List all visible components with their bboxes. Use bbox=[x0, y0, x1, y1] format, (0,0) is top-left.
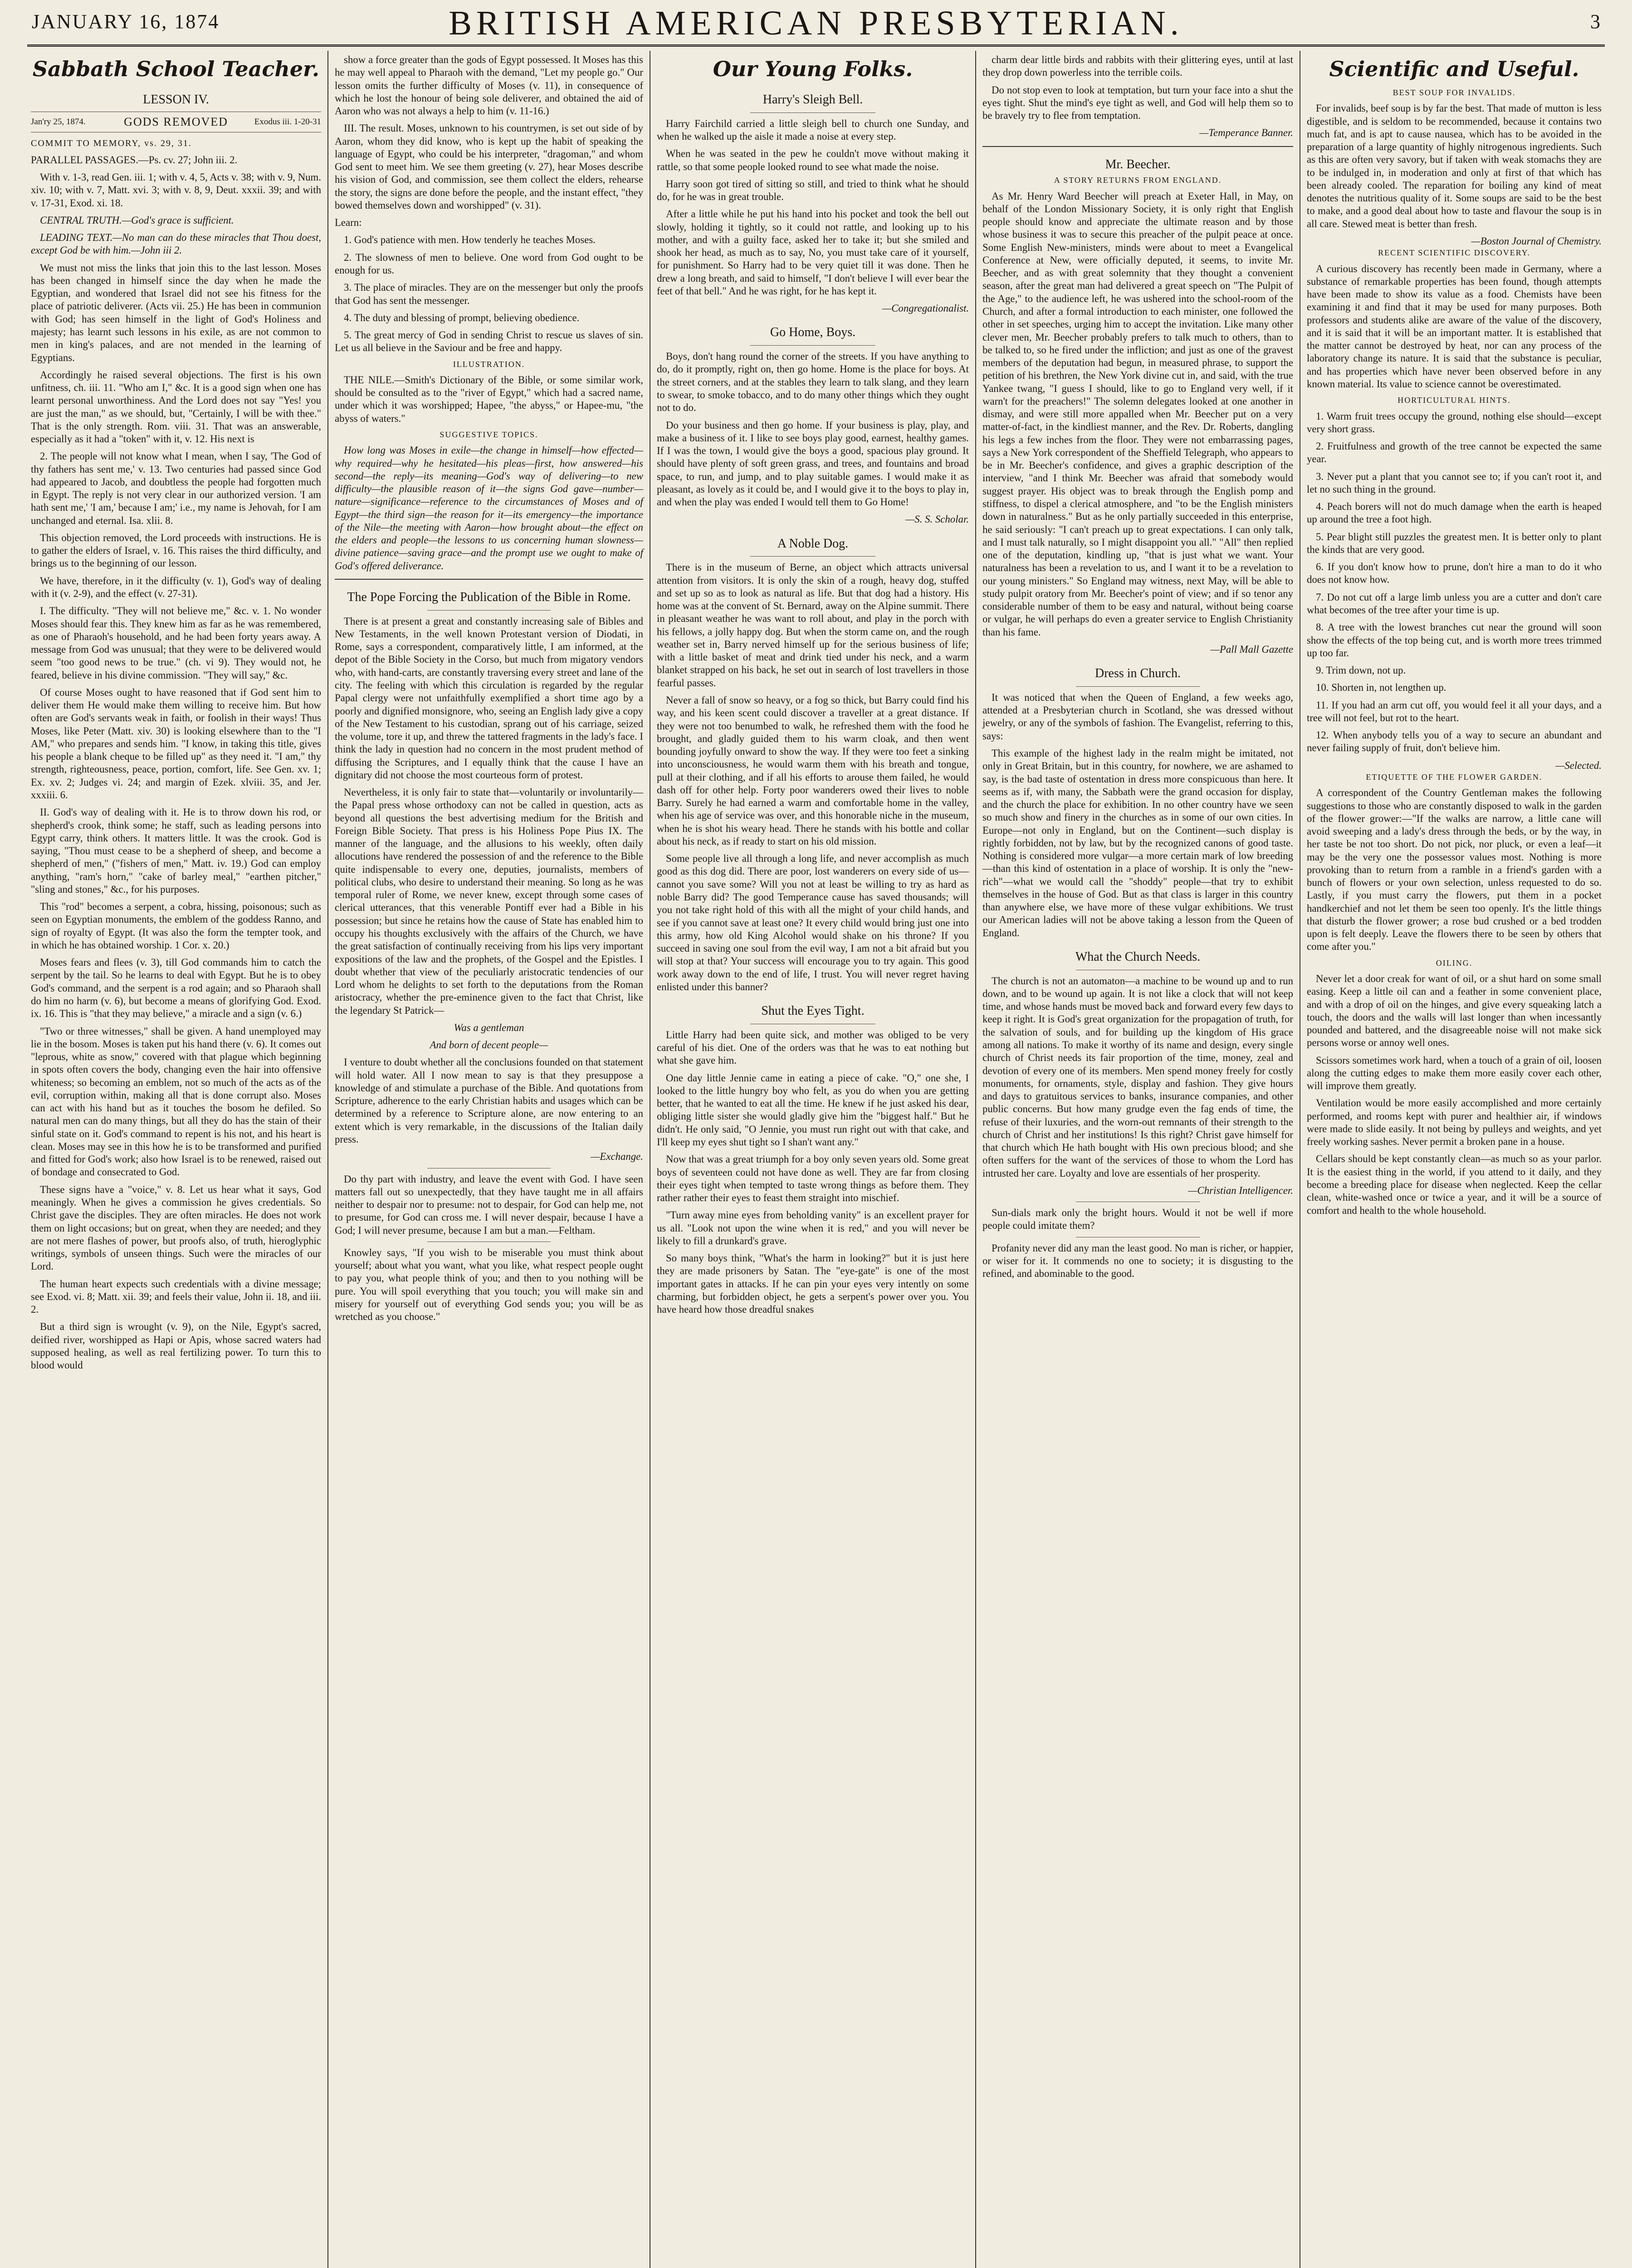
column-young-folks bbox=[652, 54, 973, 2268]
article-title: HORTICULTURAL HINTS. bbox=[1397, 396, 1511, 405]
newspaper-title: BRITISH AMERICAN PRESBYTERIAN. bbox=[449, 4, 1183, 42]
article-title: Mr. Beecher. bbox=[1105, 157, 1171, 171]
paragraph: It was noticed that when the Queen of England, a few weeks ago, attended at a Presbyterian church in Scotland, she was dressed without jewelry, or any of the symbols of fashion. The Evangelist, referring to this, says: bbox=[982, 691, 1293, 742]
article-source: —Boston Journal of Chemistry. bbox=[1471, 235, 1602, 247]
page-number: 3 bbox=[1590, 10, 1600, 33]
paragraph: A correspondent of the Country Gentleman makes the following suggestions to those who are constantly disposed to walk in the garden of the flower grower:—"If the walks are narrow, a little cane will avoid sweeping and a lady's dress through the beds, or by the way, in her taste be not too short. Do not pick, nor pluck, or even a leaf—it may be the very one the possessor values most. Nothing is more provoking than to return from a ramble in a friend's garden with a bunch of flowers or your own selection, unless requested to do so. Lastly, if you must carry the flowers, put them in a pocket handkerchief and not let them be seen too openly. It's the little things that disturb the flower grower; a rose bud crushed or a bed trodden upon is felt deeply. Leave the flowers there to be seen by others that come after you." bbox=[1307, 787, 1602, 953]
paragraph: Do not stop even to look at temptation, but turn your face into a shut the eyes tight. Shut the mind's eye tight as well, and God will help them so to be bravely try to flee from temptation. bbox=[982, 84, 1293, 122]
learn-point: 4. The duty and blessing of prompt, believing obedience. bbox=[344, 312, 580, 323]
article-title: OILING. bbox=[1436, 958, 1473, 968]
lesson-number: LESSON IV. bbox=[143, 93, 209, 107]
lesson-box bbox=[31, 112, 321, 132]
article-title: The Pope Forcing the Publication of the Bible in Rome. bbox=[347, 590, 631, 604]
title-rule bbox=[1076, 686, 1200, 687]
masthead-rule bbox=[27, 44, 1605, 47]
paragraph: This "rod" becomes a serpent, a cobra, hissing, poisonous; such as seen on Egyptian monuments, the emblem of the goddess Ranno, and sign of royalty of Egypt. (It was also the form the tempter took, and in which he has obtained worship. 1 Cor. x. 20.) bbox=[31, 901, 321, 951]
article-source: —Selected. bbox=[1555, 759, 1602, 771]
paragraph: For invalids, beef soup is by far the best. That made of mutton is less digestible, and is seldom to be recommended, because it contains two much fat, and is apt to cause nausea, which has to be avoided in the preparation of a large quantity of highly nitrogenous ingredients. Such as this are often very savory, but if taken with weak stomachs they are to be indulged in, in moderation and only at first of that which has been already cooled. The reparation for boiling any kind of meat denotes the nutritious quality of it. Some soups are said to be the best to make, and a good deal about how to taste and flavour the soup is in all care. Stewed meat is better than fresh. bbox=[1307, 103, 1602, 230]
verse-line: And born of decent people— bbox=[430, 1039, 548, 1051]
column-general-articles bbox=[978, 54, 1298, 2268]
article-source: —Exchange. bbox=[591, 1151, 643, 1163]
paragraph: Do your business and then go home. If your business is play, play, and make a business of it. I like to see boys play good, earnest, healthy games. If I was the town, I would give the boys a good, spacious play ground. It should have plenty of soft green grass, and trees, and fountains and broad space, to run, and jump, and to play suitable games. I would make it as pleasant, as lovely as it could be, and I would give it to the boys to play in, and when the play was ended I would tell them to Go Home! bbox=[657, 419, 969, 508]
paragraph: "Turn away mine eyes from beholding vanity" is an excellent prayer for us all. "Look not upon the wine when it is red," and you will never be likely to fill a drunkard's grave. bbox=[657, 1209, 969, 1246]
paragraph: Nevertheless, it is only fair to state that—voluntarily or involuntarily—the Papal press whose orthodoxy can not be called in question, acts as beyond all questions the best advertising medium for the British and Foreign Bible Society. That press is his Holiness Pope Pius IX. The manner of the language, and the allusions to his weekly, often daily allocutions have rendered the possession of and the reference to the Bible quite indispensable to every one, deputies, journalists, members of political clubs, who desire to understand their meaning. So long as he was temporal ruler of Rome, we never knew, except through some cases of clerical utterances, that this venerable Pontiff ever had a Bible in his possession; but since he retains how the cause of State has enabled him to occupy his thoughts exclusively with the affairs of the Church, we have the great satisfaction of continually receiving from his lips very important expositions of the law and the prophets, of the Gospel and the Epistles. I doubt whether that view of the peculiarly aristocratic tendencies of our Lord whom he delights to set forth to the deputations from the Roman aristocracy, whether the pre-eminence given to the fact that Christ, like the legendary St Patrick— bbox=[335, 787, 643, 1016]
column-sabbath-school bbox=[26, 54, 326, 2268]
paragraph: I venture to doubt whether all the conclusions founded on that statement will hold water. All I now mean to say is that they presuppose a knowledge of and stimulate a purchase of the Bible. And quotations from Scripture, adherence to the early Christian habits and usages which can be determined by a reference to Scripture alone, are now entering to an extent which is very remarkable, in the discussions of the Italian daily press. bbox=[335, 1056, 643, 1145]
paragraph: There is at present a great and constantly increasing sale of Bibles and New Testaments, in the well known Protestant version of Diodati, in Rome, says a correspondent, comparatively little, I am informed, at the depot of the Bible Society in the Corso, but much from migatory vendors who, with hand-carts, are constantly traversing every street and lane of the city. The feeling with which this circulation is regarded by the regular Papal clergy were not unfaithfully exemplified a short time ago by a poorly and dignified monsignore, who, seeing an English lady give a copy of the New Testament to his custodian, sprang out of his carriage, seized the volume, tore it up, and threw the tattered fragments in the lady's face. I think the lady in question had no concern in the most prudent method of diffusing the Scriptures, and I equally think that the cause I have an dignitary did not choose the most courteous form of protest. bbox=[335, 615, 643, 781]
paragraph: These signs have a "voice," v. 8. Let us hear what it says, God meaningly. When he gives a commission he gives credentials. So Christ gave the disciples. They are often miracles. He does not work them on light occasions; but on great, when they are needed; and they are not mere flashes of power, but proofs also, of truth, hieroglyphic writings, symbols of unseen things. Such were the miracles of our Lord. bbox=[31, 1183, 321, 1272]
paragraph: So many boys think, "What's the harm in looking?" but it is just here they are made prisoners by Satan. The "eye-gate" is one of the most important gates in attacks. If he can pin your eyes very intently on some charming, but forbidden object, he gets a serpent's power over you. You have heard how those dreadful snakes bbox=[657, 1252, 969, 1315]
paragraph: A curious discovery has recently been made in Germany, where a substance of remarkable properties has been found, though attempts have been made to show its value as a food. Chemists have been examining it and find that it may be used for many purposes. Both professors and students alike are aware of the value of the discovery, and it is said that it will be an important matter. It is established that the matter cannot be destroyed by heat, nor can any process of the laboratory change its nature. It is said that the substance is peculiar, and has properties which have never been observed before in any known material. Its value to science cannot be overestimated. bbox=[1307, 263, 1602, 390]
leading-text: LEADING TEXT.—No man can do these miracles that Thou doest, except God be with him.—John iii 2. bbox=[31, 232, 321, 256]
article-title: Go Home, Boys. bbox=[770, 325, 856, 340]
hint: 6. If you don't know how to prune, don't hire a man to do it who does not know how. bbox=[1307, 561, 1602, 586]
paragraph: Scissors sometimes work hard, when a touch of a grain of oil, loosen along the cutting edges to make them more easily cover each other, will improve them greatly. bbox=[1307, 1054, 1602, 1092]
paragraph: This example of the highest lady in the realm might be imitated, not only in Great Britain, but in this country, for nowhere, we are ashamed to say, is the bad taste of ostentation in dress more conspicuous than here. It seems as if, with many, the Sabbath were the grand occasion for display, and the church the place for exhibition. In no other country have we seen so much show and finery in the churches as in some of our own cities. In Europe—not only in England, but on the Continent—such display is rightly forbidden, not by law, but by the recognized canons of good taste. Nothing is considered more vulgar—a more certain mark of low breeding—than this kind of ostentation in a place of worship. It is only the "new-rich"—what we would call the "shoddy" people—that try to exhibit themselves in the house of God. But as that class is larger in this country than anywhere else, we have more of these vulgar exhibitions. We trust our American ladies will not be above taking a lesson from the Queen of England. bbox=[982, 747, 1293, 938]
hint: 7. Do not cut off a large limb unless you are a cutter and don't care what becomes of the tree after your time is up. bbox=[1307, 591, 1602, 616]
paragraph: When he was seated in the pew he couldn't move without making it rattle, so that some people looked round to see what made the noise. bbox=[657, 148, 969, 172]
paragraph: Now that was a great triumph for a boy only seven years old. Some great boys of seventeen could not have done as well. They are far from closing their eyes tight when tempted to taste wrong things as before them. They rather rather their eyes to feast them straight into mischief. bbox=[657, 1154, 969, 1204]
article-title: Dress in Church. bbox=[1095, 666, 1181, 681]
article-title: Harry's Sleigh Bell. bbox=[762, 93, 863, 107]
masthead bbox=[0, 0, 1632, 50]
paragraph: Do thy part with industry, and leave the event with God. I have seen matters fall out so unexpectedly, that they have taught me in all affairs neither to despair nor to presume: not to despair, for God can help me, not to presume, for God can cross me. I will never despair, because I have a God; I will never presume, because I am but a man.—Feltham. bbox=[335, 1173, 643, 1236]
paragraph: Sun-dials mark only the bright hours. Would it not be well if more people could imitate them? bbox=[982, 1207, 1293, 1232]
hint: 9. Trim down, not up. bbox=[1316, 665, 1406, 676]
hint: 12. When anybody tells you of a way to secure an abundant and never failing supply of fruit, don't believe him. bbox=[1307, 729, 1602, 754]
hint: 3. Never put a plant that you cannot see to; if you can't root it, and let no such thing in the ground. bbox=[1307, 470, 1602, 495]
paragraph: Moses fears and flees (v. 3), till God commands him to catch the serpent by the tail. So he learns to deal with Egypt. But he is to obey God's command, and the serpent is a rod again; and so Pharaoh shall do him no harm (v. 6), but become a means of glorifying God. Exod. ix. 16. This is "that they may believe," a miracle and a sign (v. 6.) bbox=[31, 957, 321, 1020]
scripture-readings: With v. 1-3, read Gen. iii. 1; with v. 4, 5, Acts v. 38; with v. 9, Num. xiv. 10; with v. 7, Matt. xvi. 3; with v. 8, 9, Deut. xxxii. 39; and with v. 17-31, Exod. xi. 18. bbox=[31, 171, 321, 209]
paragraph: This objection removed, the Lord proceeds with instructions. He is to gather the elders of Israel, v. 16. This raises the third difficulty, and brings us to the beginning of our lesson. bbox=[31, 532, 321, 569]
paragraph: III. The result. Moses, unknown to his countrymen, is set out side of by Aaron, whom they did know, who is kept up the habit of speaking the language of Egypt, who could be his interpreter, "dragoman," and whom God sent to meet him. We see them greeting (v. 27), hear Moses describe his vision of God, and commission, see them collect the elders, rehearse the story, the signs are done before the people, and the instant effect, "they bowed themselves down and worshipped" (v. 31). bbox=[335, 122, 643, 211]
article-source: —Congregationalist. bbox=[882, 303, 969, 314]
hint: 2. Fruitfulness and growth of the tree cannot be expected the same year. bbox=[1307, 440, 1602, 465]
column-divider bbox=[975, 51, 976, 2268]
title-rule bbox=[750, 345, 875, 346]
lesson-date: Jan'ry 25, 1874. bbox=[31, 117, 86, 127]
paragraph: We have, therefore, in it the difficulty (v. 1), God's way of dealing with it (v. 2-9), and the effect (v. 27-31). bbox=[31, 575, 321, 600]
paragraph: We must not miss the links that join this to the last lesson. Moses has been changed in himself since the day when he made the Egyptian, and wondered that Israel did not see his fitness for the place of patriotic deliverer. (Acts vii. 25.) He has been in communion with God; has seen himself in the light of God's Holiness and majesty; has learnt such lessons in his exile, as are not common to men in king's palaces, and are not mended in the learning of Egyptians. bbox=[31, 262, 321, 363]
paragraph: Little Harry had been quite sick, and mother was obliged to be very careful of his diet. One of the orders was that he was to eat nothing but what she gave him. bbox=[657, 1029, 969, 1066]
section-heading: Our Young Folks. bbox=[713, 57, 913, 81]
paragraph: Accordingly he raised several objections. The first is his own unfitness, ch. iii. 11. "Who am I," &c. It is a good sign when one has learnt personal unworthiness. And the Lord does not say "Yes! you are just the man," as we should, but, "Certainly, I will be with thee." That is the only strength. Rom. viii. 31. That was an answerable, especially as it had a "token" with it, v. 12. His next is bbox=[31, 369, 321, 445]
article-source: —Pall Mall Gazette bbox=[1210, 643, 1293, 655]
article-source: —Christian Intelligencer. bbox=[1188, 1184, 1293, 1196]
column-lesson-continued bbox=[330, 54, 648, 2268]
paragraph: One day little Jennie came in eating a piece of cake. "O," one she, I looked to the little hungry boy who felt, as you do when you are getting better, that he wanted to eat all the time. He knew if he just asked his dear, obliging little sister she would gladly give him the "biggest half." But he didn't. He only said, "O Jennie, you must run right out with that cake, and I'll keep my eyes shut tight so I shan't want any." bbox=[657, 1072, 969, 1148]
paragraph: After a little while he put his hand into his pocket and took the bell out slowly, holding it tightly, so it could not rattle, and looking up to his mother, and with a guilty face, asked her to take it; but she smiled and shook her head, as much as to say, No, you must take care of it yourself, for punishment. So Harry had to be very quiet till it was done. Then he drew a long breath, and said to himself, "I don't believe I will ever bear the feet of that bell." And he was right, for he has kept it. bbox=[657, 208, 969, 297]
paragraph: "Two or three witnesses," shall be given. A hand unemployed may lie in the bosom. Moses is taken put his hand there (v. 6). It comes out "leprous, white as snow," covered with that plague which beginning in spots often covers the body, changing even the hair into offensive whiteness; so becoming an emblem, not so much of the acts as of the evil, corruption within, making all that is done corrupt also. Moses can act with his hand but as it touches the bosom he defiled. So natural men can do many things, but all they do has the stain of their sinful state on it. God's command to repent is his not, and his heart is clean. Moses may see in this how he is to be transformed and purified and fitted for God's work; also how Israel is to be renewed, raised out of bondage and consecrated to God. bbox=[31, 1025, 321, 1178]
verse-line: Was a gentleman bbox=[454, 1022, 524, 1033]
learn-point: 5. The great mercy of God in sending Christ to rescue us slaves of sin. Let us all believe in the Saviour and be free and happy. bbox=[335, 329, 643, 354]
commit-to-memory: COMMIT TO MEMORY, vs. 29, 31. bbox=[31, 138, 192, 148]
central-truth: CENTRAL TRUTH.—God's grace is sufficient. bbox=[40, 214, 234, 226]
column-divider bbox=[327, 51, 328, 2268]
column-scientific-useful bbox=[1302, 54, 1606, 2268]
paragraph: show a force greater than the gods of Egypt possessed. It Moses has this he may well appeal to Pharaoh with the demand, "Let my people go." Our lesson omits the further difficulty of Moses (v. 11), in consequence of which he lost the honour of being sole deliverer, and obtained the aid of Aaron who was not always a help to him (v. 11-16.) bbox=[335, 54, 643, 117]
learn-point: 2. The slowness of men to believe. One word from God ought to be enough for us. bbox=[335, 251, 643, 276]
paragraph: Boys, don't hang round the corner of the streets. If you have anything to do, do it promptly, right on, then go home. Home is the place for boys. At the street corners, and at the stables they learn to talk slang, and they learn to swear, to smoke tobacco, and to do many other things which they ought not to do. bbox=[657, 351, 969, 414]
article-title: A Noble Dog. bbox=[777, 536, 849, 551]
hint: 5. Pear blight still puzzles the greatest men. It is better only to plant the kinds that are very good. bbox=[1307, 531, 1602, 555]
illustration-text: THE NILE.—Smith's Dictionary of the Bible, or some similar work, should be consulted as to the "river of Egypt," which had a sacred name, under which it was worshipped; Hapee, "the abyss," or Hapee-mu, "the abyss of waters." bbox=[335, 374, 643, 424]
article-source: —Temperance Banner. bbox=[1199, 127, 1293, 139]
paragraph: The human heart expects such credentials with a divine message; see Exod. vi. 8; Matt. xii. 39; and feels their value, John ii. 18, and iii. 2. bbox=[31, 1278, 321, 1315]
paragraph: There is in the museum of Berne, an object which attracts universal attention from visitors. It is only the skin of a rough, heavy dog, stuffed and set up so as to look as natural as life. But that dog had a history. His home was at the convent of St. Bernard, away on the Alpine summit. There in pleasant weather he was want to roll about, and play in the porch with his fellows, a jolly happy dog. But when the storm came on, and the rough weather set in, Barry nerved himself up for the serious business of life; with a little basket of meat and drink tied under his neck, and a warm blanket strapped on his back, he set out in search of lost travellers in those fearful passes. bbox=[657, 562, 969, 689]
paragraph: Ventilation would be more easily accomplished and more certainly performed, and rooms kept with purer and healthier air, if windows were made to slide easily. It not being by pulleys and weights, and yet freely working sashes. Never permit a broken pane in a house. bbox=[1307, 1097, 1602, 1148]
paragraph: Never a fall of snow so heavy, or a fog so thick, but Barry could find his way, and his keen scent could discover a traveller at a great distance. If they were not too benumbed to walk, he refreshed them with the food he brought, and gladly guided them to his warm cloak, and then went bounding joyfully onward to show the way. If they were too feet a sinking into unconsciousness, he would warm them with his breath and tongue, pull at their clothing, and if all his efforts to arouse them failed, he would dash off for other help. Forty poor wanderers owed their lives to noble Barry. Surely he had earned a warm and comfortable home in the valley, when his age of service was over, and this honorable niche in the museum, when he is shot his weary head. There he stands with his bottle and collar about his neck, as if ready to start on his old mission. bbox=[657, 694, 969, 847]
paragraph: Harry soon got tired of sitting so still, and tried to think what he should do, for he was in great trouble. bbox=[657, 178, 969, 203]
paragraph: Of course Moses ought to have reasoned that if God sent him to deliver them He would make them willing to receive him. But how often are God's servants weak in faith, or foolish in their ways! Thus Moses, like Peter (Matt. xiv. 30) is looking elsewhere than to the "I AM," who prepares and sends him. "I know, in taking this title, gives his people a blank cheque to be filled up" as they need it. "I am," thy strength, righteousness, peace, portion, comfort, life. See Gen. xv. 1; Ex. xv. 2; Judges vi. 24; and margin of Ezek. xlviii. 35, and Jer. xxxiii. 6. bbox=[31, 686, 321, 801]
article-title: BEST SOUP FOR INVALIDS. bbox=[1393, 88, 1516, 98]
paragraph: charm dear little birds and rabbits with their glittering eyes, until at last they drop down powerless into the terrible coils. bbox=[982, 54, 1293, 78]
section-heading: Sabbath School Teacher. bbox=[32, 57, 320, 81]
parallel-passages: PARALLEL PASSAGES.—Ps. cv. 27; John iii. 2. bbox=[31, 154, 238, 166]
suggestive-topics-heading: SUGGESTIVE TOPICS. bbox=[440, 430, 538, 439]
article-source: —S. S. Scholar. bbox=[905, 513, 969, 525]
lesson-title: GODS REMOVED bbox=[124, 115, 228, 128]
hint: 8. A tree with the lowest branches cut near the ground will soon show the effects of the top being cut, and is worth more trees trimmed up too far. bbox=[1307, 621, 1602, 659]
article-divider bbox=[982, 146, 1293, 147]
learn-heading: Learn: bbox=[335, 217, 362, 229]
paragraph: 2. The people will not know what I mean, when I say, 'The God of thy fathers has sent me,' v. 13. Two centuries had passed since God had appeared to Jacob, and doubtless the people had forgotten much in Egypt. The reply is not very clear in our authorized version. 'I am hath sent me,' 'I am,' because I am;' i.e., my name is Jehovah, for I am unchanged and eternal. Isa. xlii. 8. bbox=[31, 450, 321, 526]
issue-date: JANUARY 16, 1874 bbox=[32, 10, 220, 33]
section-heading: Scientific and Useful. bbox=[1329, 57, 1579, 81]
lesson-reference: Exodus iii. 1-20-31 bbox=[254, 117, 321, 127]
paragraph: Some people live all through a long life, and never accomplish as much good as this dog did. There are poor, lost wanderers on every side of us—cannot you save some? Will you not at least be willing to try as hard as noble Barry did? The good Temperance cause has saved thousands; will you not take right hold of this with all the might of your child hands, and see if you cannot save at least one? It every child would bring just one into this army, how old King Alcohol would shake on his throne? If you succeed in saving one soul from the evil way, I am not a bit afraid but you will stop at that? Your success will encourage you to try again. This good work away down to the end of life, I trust. You will never regret having enlisted under this banner? bbox=[657, 853, 969, 992]
hint: 11. If you had an arm cut off, you would feel it all your days, and a tree will not feel, but rot to the heart. bbox=[1307, 699, 1602, 723]
illustration-heading: ILLUSTRATION. bbox=[453, 359, 525, 369]
title-rule bbox=[427, 610, 551, 611]
paragraph: Knowley says, "If you wish to be miserable you must think about yourself; about what you want, what you like, what respect people ought to pay you, what people think of you; and then to you nothing will be pure. You will spoil everything that you touch; you will make sin and misery for yourself out of everything God sends you; you will be as wretched as you choose." bbox=[335, 1246, 643, 1323]
suggestive-topics-text: How long was Moses in exile—the change in himself—how effected—why required—why he hesitated—his pleas—first, how answered—his second—the reply—its meaning—God's way of delivering—to new difficulty—the plausible reason of it—the signs God gave—number—nature—significance—reference to the circumstances of Moses and of Egypt—the third sign—the reason for it—its emergency—the importance of the Nile—the meeting with Aaron—how brought about—the effect on the elders and people—the lessons to us concerning human slowness—divine patience—saving grace—and the prompt use we ought to make of God's offered deliverance. bbox=[335, 445, 643, 572]
paragraph: But a third sign is wrought (v. 9), on the Nile, Egypt's sacred, deified river, worshipped as Hapi or Apis, whose sacred waters had supposed healing, as well as real fertilizing power. To turn this to blood would bbox=[31, 1321, 321, 1371]
paragraph: Cellars should be kept constantly clean—as much so as your parlor. It is the easiest thing in the world, if you attend to it daily, and they become a breeding place for disease when neglected. Keep the cellar clean, white-washed once or twice a year, and it will be a source of comfort and health to the whole household. bbox=[1307, 1153, 1602, 1216]
article-divider bbox=[335, 579, 643, 580]
paragraph: II. God's way of dealing with it. He is to throw down his rod, or shepherd's crook, think some; he staff, such as leading persons into Egypt carry, think others. It matters little. It was the crook. God is saying, "Thou must cease to be a shepherd of sheep, and become a shepherd of men," ("fishers of men," Matt. iv. 19.) God can employ anything, "ram's horn," "cake of barley meal," "earthen pitcher," "sling and stones," &c., for his purposes. bbox=[31, 807, 321, 895]
article-title: RECENT SCIENTIFIC DISCOVERY. bbox=[1378, 248, 1530, 258]
hint: 1. Warm fruit trees occupy the ground, nothing else should—except very short grass. bbox=[1307, 410, 1602, 435]
paragraph: Profanity never did any man the least good. No man is richer, or happier, or wiser for it. It commends no one to society; it is disgusting to the refined, and abominable to the good. bbox=[982, 1242, 1293, 1280]
paragraph: Never let a door creak for want of oil, or a shut hard on some small easing. Keep a little oil can and a feather in some convenient place, and with a drop of oil on the hinges, and give every squeaking latch a touch, the doors and the walls will last longer than when incessantly pounded and battered, and the disagreeable noise will not make sick persons worse or annoy well ones. bbox=[1307, 973, 1602, 1049]
article-title: What the Church Needs. bbox=[1075, 949, 1201, 964]
learn-point: 3. The place of miracles. They are on the messenger but only the proofs that God has sent the messenger. bbox=[335, 282, 643, 306]
title-rule bbox=[750, 556, 875, 557]
title-rule bbox=[750, 112, 875, 113]
paragraph: I. The difficulty. "They will not believe me," &c. v. 1. No wonder Moses should fear this. They knew him as far as he was remembered, as one of Pharaoh's household, and he had been forty years away. A message from God was unusual; that they were to be delivered would seem "too good news to be true." (ch. vi 9). They would not, he feared, believe in his divine commission. "They will say," &c. bbox=[31, 605, 321, 681]
learn-point: 1. God's patience with men. How tenderly he teaches Moses. bbox=[344, 234, 596, 246]
article-title: Shut the Eyes Tight. bbox=[761, 1004, 865, 1018]
paragraph: Harry Fairchild carried a little sleigh bell to church one Sunday, and when he walked up the aisle it made a noise at every step. bbox=[657, 117, 969, 142]
hint: 4. Peach borers will not do much damage when the earth is heaped up around the tree a foot high. bbox=[1307, 501, 1602, 525]
article-subtitle: A STORY RETURNS FROM ENGLAND. bbox=[1054, 176, 1222, 185]
paragraph: The church is not an automaton—a machine to be wound up and to run down, and to be wound up again. It is not like a clock that will not keep time, and whose hands must be moved back and forward every few days to keep it right. It is God's great organization for the propagation of truth, for the salvation of souls, and for building up the kingdom of His grace among all nations. To make it worthy of its name and design, every single church of Christ needs its fair proportion of the time, money, zeal and devotion of every one of its members. Men spend money freely for costly monuments, for ornaments, style, display and fashion. They give hours and days to gratuitous services to banks, insurance companies, and other public concerns. But how many grudge even the fag ends of time, the refuse of their luxuries, and the worn-out remnants of their strength to the church of Christ and her institutions! Is this right? Christ gave himself for that church which He hath bought with His own precious blood; and she often suffers for the want of the services of those to whom the Lord has intrusted her care. Loyalty and love are essentials of her prosperity. bbox=[982, 975, 1293, 1179]
article-title: ETIQUETTE OF THE FLOWER GARDEN. bbox=[1366, 772, 1543, 782]
paragraph: As Mr. Henry Ward Beecher will preach at Exeter Hall, in May, on behalf of the London Missionary Society, it is only right that English people should know and appreciate the ultimate reason and by those whose business it was to secure this preacher of the pulpit peace at once. Some English New-ministers, minds were about to meet a Evangelical Conference at New, were officially deputed, it seems, to invite Mr. Beecher, and as with great solemnity that they thought a convenient season, after the great man had delivered a great speech on "The Pulpit of the Age," to the audience left, he was ushered into the school-room of the Church, and after a formal introduction to each minister, one followed the other in set speeches, urging him to accept the invitation. Like many other clever men, Mr. Beecher probably prefers to talk much to others, than to be talked to, so he fired under the infliction; and just as one of the gravest members of the deputation had begun, in measured phrase, to support the petition of his brethren, the New York divine cut in, and said, with the true Yankee twang, "I guess I should, like to go to England very well, if it warn't for the preachers!" The solemn delegates looked at one another in dismay, and were still more appalled when Mr. Beecher put on a very matter-of-fact, in the kindliest manner, and the Rev. Dr. Roberts, dangling his legs a few inches from the floor. They were not embarrassing pages, says a New York correspondent of the Sheffield Telegraph, who appears to be in Mr. Beecher's confidence, and gives a graphic description of the interview, "and I think Mr. Beecher was afraid that somebody would suggest prayer. His object was to break through the English pomp and stiffness, to dispel a clerical atmosphere, and "to be the English ministers down in naturalness." But as he only partially succeeded in this enterprise, he said seriously: "I can't preach up to great expectations. I can only talk, and I must talk naturally, so I might disappoint you all." "All" then replied one of the deputation, kindling up, "that is just what we want. Your naturalness has been a revelation to us, and I want it to be a revelation to our young ministers." So England may witness, next May, will be able to study pulpit oratory from Mr. Beecher's point of view; and if so tenor any considerable number of them to be easy and natural, without being coarse or vulgar, he will perhaps do even a greater service to English Christianity than his fame. bbox=[982, 190, 1293, 638]
hint: 10. Shorten in, not lengthen up. bbox=[1316, 682, 1446, 694]
